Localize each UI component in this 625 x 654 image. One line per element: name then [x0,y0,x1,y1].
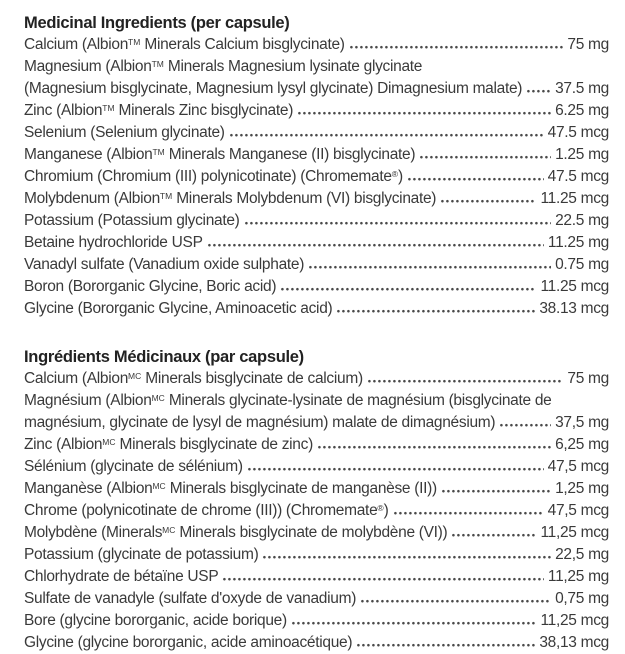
ingredient-row [24,632,609,654]
ingredient-row [24,368,609,390]
ingredient-label: Calcium (Albion™ Minerals Calcium bisglycinate) [24,36,345,53]
ingredient-amount: 11.25 mcg [540,278,609,295]
trademark-superscript: MC [151,392,165,403]
dot-leader [208,243,544,247]
ingredient-label: Betaine hydrochloride USP [24,234,203,251]
ingredient-amount: 75 mg [567,370,609,387]
ingredient-label: Manganèse (Albion$^{MC}$ Minerals bisglycinate de manganèse (II)) [24,480,437,497]
ingredient-row [24,254,609,276]
ingredient-label: Potassium (Potassium glycinate) [24,212,240,229]
ingredient-row [24,210,609,232]
ingredient-label: Potassium (glycinate de potassium) [24,546,259,563]
section-heading-en: Medicinal Ingredients (per capsule) [24,14,290,32]
dot-leader [248,467,544,471]
dot-leader [292,621,537,625]
ingredient-amount: 22.5 mg [555,212,609,229]
ingredient-label: Zinc (Albion$^{MC}$ Minerals bisglycinate de zinc) [24,436,313,453]
ingredient-label: Molybdène (Minerals$^{MC}$ Minerals bisglycinate de molybdène (VI)) [24,524,448,541]
ingredient-amount: 38,13 mcg [539,634,609,651]
ingredient-row [24,566,609,588]
dot-leader [298,111,551,115]
ingredient-label: Zinc (Albion™ Minerals Zinc bisglycinate) [24,102,294,119]
trademark-superscript: TM [159,190,173,201]
dot-leader [441,199,536,203]
ingredient-label: Chrome (polynicotinate de chrome (III)) (Chromemate®) [24,502,389,519]
trademark-superscript: TM [152,146,165,157]
ingredient-row [24,588,609,610]
ingredient-row [24,78,609,100]
dot-leader [442,489,551,493]
dot-leader [368,379,564,383]
dot-leader [245,221,552,225]
ingredient-label: magnésium, glycinate de lysyl de magnésium) malate de dimagnésium) [24,414,496,431]
dot-leader [420,155,551,159]
dot-leader [337,309,535,313]
trademark-superscript: MC [102,436,116,447]
ingredient-row [24,232,609,254]
ingredient-label: Glycine (glycine bororganic, acide aminoacétique) [24,634,353,651]
ingredient-amount: 0,75 mg [555,590,609,607]
ingredient-amount: 47,5 mcg [547,502,609,519]
ingredient-row [24,522,609,544]
ingredient-row [24,122,609,144]
ingredient-label: Sulfate de vanadyle (sulfate d'oxyde de vanadium) [24,590,357,607]
ingredient-amount: 11,25 mcg [540,612,609,629]
dot-leader [263,555,551,559]
ingredient-label: Calcium (Albion$^{MC}$ Minerals bisglycinate de calcium) [24,370,363,387]
ingredient-amount: 37.5 mg [555,80,609,97]
ingredient-amount: 38.13 mcg [539,300,609,317]
dot-leader [452,533,536,537]
dot-leader [361,599,551,603]
ingredient-row [24,298,609,320]
ingredient-amount: 22,5 mg [555,546,609,563]
ingredient-row [24,412,609,434]
ingredient-row [24,144,609,166]
trademark-superscript: TM [102,102,115,113]
ingredient-amount: 0.75 mg [555,256,609,273]
ingredient-label: Magnesium (Albion™ Minerals Magnesium lysinate glycinate [24,58,423,75]
dot-leader [318,445,551,449]
ingredient-amount: 11.25 mcg [540,190,609,207]
ingredient-row [24,478,609,500]
ingredient-amount: 47,5 mcg [547,458,609,475]
ingredient-label: Chromium (Chromium (III) polynicotinate) (Chromemate®) [24,168,403,185]
dot-leader [350,45,564,49]
ingredient-label: Boron (Bororganic Glycine, Boric acid) [24,278,277,295]
ingredient-amount: 1,25 mg [555,480,609,497]
ingredient-amount: 6,25 mg [555,436,609,453]
ingredient-row [24,276,609,298]
ingredient-row [24,188,609,210]
trademark-superscript: MC [128,370,142,381]
medicinal-ingredients-section-fr [24,346,609,654]
trademark-superscript: TM [151,58,164,69]
trademark-superscript: TM [128,36,141,47]
ingredient-label: Magnésium (Albion$^{MC}$ Minerals glycinate-lysinate de magnésium (bisglycinate de [24,392,552,409]
ingredient-amount: 11.25 mg [547,234,609,251]
ingredient-row [24,500,609,522]
ingredient-list-en [24,34,609,320]
ingredient-row [24,166,609,188]
ingredient-amount: 75 mg [567,36,609,53]
ingredient-amount: 37,5 mg [555,414,609,431]
ingredient-row [24,610,609,632]
dot-leader [500,423,551,427]
dot-leader [527,89,551,93]
ingredient-label: Chlorhydrate de bétaïne USP [24,568,219,585]
ingredient-row [24,34,609,56]
ingredient-amount: 47.5 mcg [547,124,609,141]
trademark-superscript: MC [162,524,176,535]
dot-leader [230,133,544,137]
ingredient-label: (Magnesium bisglycinate, Magnesium lysyl glycinate) Dimagnesium malate) [24,80,523,97]
dot-leader [394,511,544,515]
dot-leader [309,265,551,269]
ingredient-row [24,434,609,456]
ingredient-label: Manganese (Albion™ Minerals Manganese (II) bisglycinate) [24,146,416,163]
trademark-superscript: MC [152,480,166,491]
ingredient-list-fr [24,368,609,654]
ingredient-row [24,100,609,122]
ingredient-row [24,544,609,566]
medicinal-ingredients-section-en [24,12,609,320]
dot-leader [281,287,536,291]
ingredient-label: Molybdenum (Albion™ Minerals Molybdenum (VI) bisglycinate) [24,190,437,207]
dot-leader [357,643,535,647]
section-heading-fr: Ingrédients Médicinaux (par capsule) [24,348,304,366]
ingredient-row [24,56,609,78]
ingredient-label: Vanadyl sulfate (Vanadium oxide sulphate) [24,256,305,273]
ingredient-label: Sélénium (glycinate de sélénium) [24,458,243,475]
ingredient-amount: 47.5 mcg [547,168,609,185]
ingredient-amount: 6.25 mg [555,102,609,119]
ingredient-label: Bore (glycine bororganic, acide borique) [24,612,287,629]
ingredient-row [24,456,609,478]
trademark-superscript: ® [391,168,398,179]
ingredient-row [24,390,609,412]
trademark-superscript: ® [377,502,384,513]
ingredient-label: Glycine (Bororganic Glycine, Aminoacetic acid) [24,300,333,317]
ingredient-amount: 1.25 mg [555,146,609,163]
ingredient-amount: 11,25 mg [547,568,609,585]
dot-leader [408,177,544,181]
ingredient-amount: 11,25 mcg [540,524,609,541]
ingredient-label: Selenium (Selenium glycinate) [24,124,225,141]
dot-leader [223,577,544,581]
